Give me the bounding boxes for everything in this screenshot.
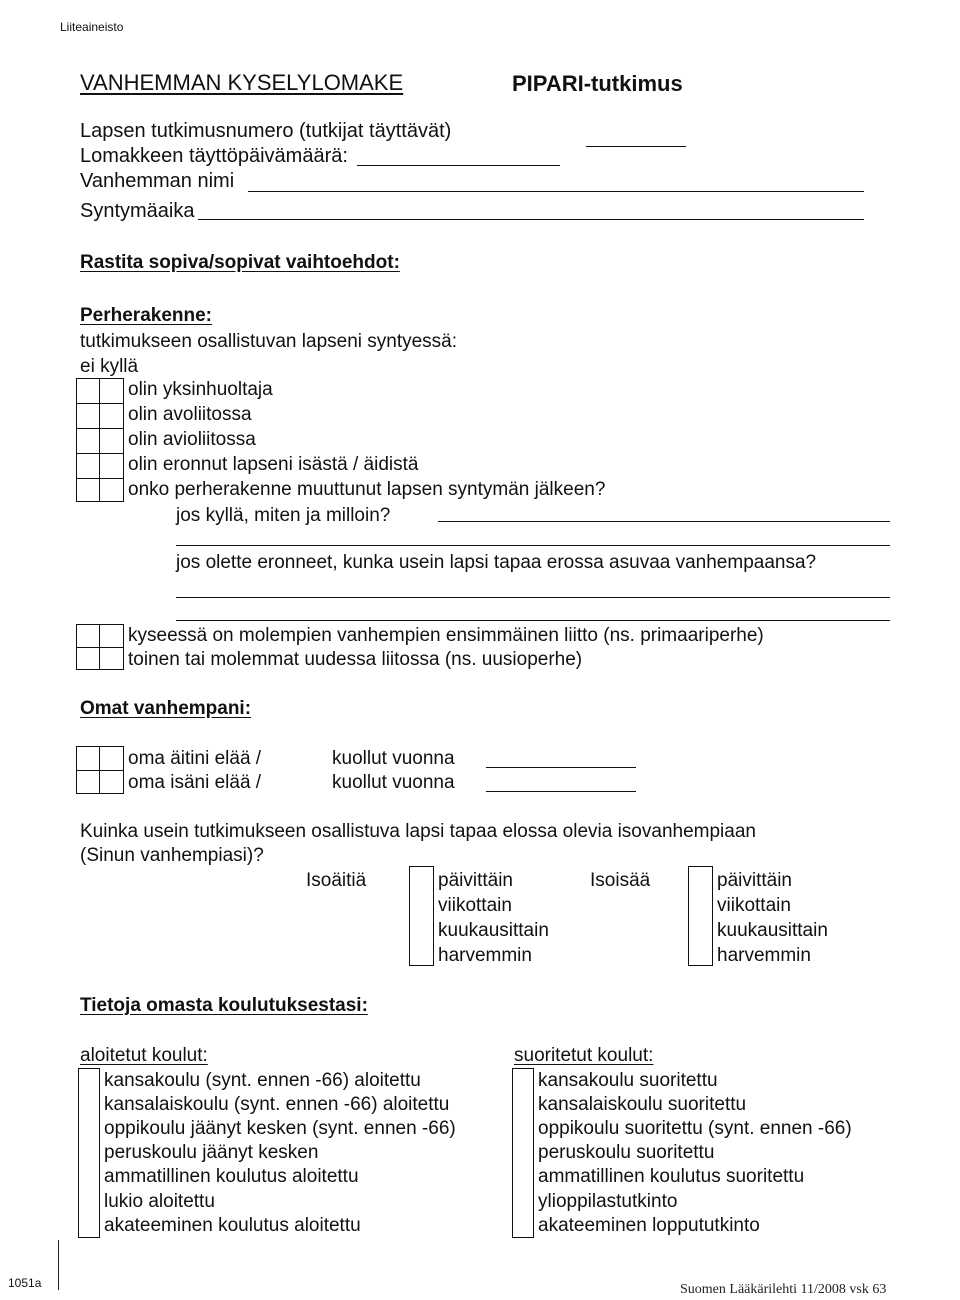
completed-option: ylioppilastutkinto	[538, 1191, 678, 1212]
mother-dead: kuollut vuonna	[332, 748, 455, 769]
question-when: jos kyllä, miten ja milloin?	[176, 505, 391, 526]
family-option: olin avioliitossa	[128, 429, 256, 450]
checkbox-column-completed[interactable]	[512, 1068, 534, 1238]
family-option: olin yksinhuoltaja	[128, 379, 273, 400]
father-dead: kuollut vuonna	[332, 772, 455, 793]
question-divorced: jos olette eronneet, kunka usein lapsi tapaa erossa asuvaa vanhempaansa?	[176, 552, 817, 573]
started-heading: aloitetut koulut:	[80, 1045, 208, 1066]
marriage-option: toinen tai molemmat uudessa liitossa (ns. uusioperhe)	[128, 649, 583, 670]
grandma-option: viikottain	[438, 895, 512, 916]
checkbox-column-grandpa[interactable]	[688, 866, 713, 966]
field-line-birthdate[interactable]	[198, 219, 864, 220]
family-option: olin eronnut lapseni isästä / äidistä	[128, 454, 419, 475]
started-option: kansakoulu (synt. ennen -66) aloitettu	[104, 1070, 421, 1091]
completed-heading: suoritetut koulut:	[514, 1045, 654, 1066]
answer-line-divorced-2[interactable]	[176, 620, 890, 621]
completed-option: peruskoulu suoritettu	[538, 1142, 715, 1163]
education-heading: Tietoja omasta koulutuksestasi:	[80, 995, 368, 1016]
grandpa-option: kuukausittain	[717, 920, 828, 941]
marriage-option: kyseessä on molempien vanhempien ensimmäinen liitto (ns. primaariperhe)	[128, 625, 764, 646]
field-label-birthdate: Syntymäaika	[80, 200, 195, 222]
family-intro: tutkimukseen osallistuvan lapseni syntyessä:	[80, 331, 458, 352]
grandpa-label: Isoisää	[590, 870, 651, 891]
grandpa-option: viikottain	[717, 895, 791, 916]
field-label-parent-name: Vanhemman nimi	[80, 170, 235, 192]
completed-option: oppikoulu suoritettu (synt. ennen -66)	[538, 1118, 852, 1139]
started-option: ammatillinen koulutus aloitettu	[104, 1166, 359, 1187]
grandma-option: kuukausittain	[438, 920, 549, 941]
journal-footer: Suomen Lääkärilehti 11/2008 vsk 63	[680, 1282, 887, 1297]
started-option: peruskoulu jäänyt kesken	[104, 1142, 319, 1163]
parents-heading: Omat vanhempani:	[80, 698, 252, 719]
grandma-option: harvemmin	[438, 945, 532, 966]
grandpa-option: harvemmin	[717, 945, 811, 966]
grandma-option: päivittäin	[438, 870, 513, 891]
field-line-date[interactable]	[357, 165, 560, 166]
study-name: PIPARI-tutkimus	[512, 71, 683, 96]
completed-option: kansalaiskoulu suoritettu	[538, 1094, 747, 1115]
started-option: kansalaiskoulu (synt. ennen -66) aloitettu	[104, 1094, 450, 1115]
father-alive: oma isäni elää /	[128, 772, 262, 793]
footer-rule	[58, 1240, 59, 1290]
grand-question: Kuinka usein tutkimukseen osallistuva lapsi tapaa elossa olevia isovanhempiaan	[80, 821, 756, 842]
checkbox-grid-family	[76, 378, 124, 502]
answer-line-when-2[interactable]	[176, 545, 890, 546]
field-label-date: Lomakkeen täyttöpäivämäärä:	[80, 145, 348, 167]
section-label: Liiteaineisto	[60, 20, 124, 34]
started-option: akateeminen koulutus aloitettu	[104, 1215, 361, 1236]
checkbox-column-started[interactable]	[78, 1068, 100, 1238]
started-option: oppikoulu jäänyt kesken (synt. ennen -66)	[104, 1118, 456, 1139]
field-label-study-number: Lapsen tutkimusnumero (tutkijat täyttävät)	[80, 120, 452, 142]
grandma-label: Isoäitiä	[306, 870, 367, 891]
grid-divider	[99, 378, 100, 502]
completed-option: kansakoulu suoritettu	[538, 1070, 718, 1091]
answer-line-divorced[interactable]	[176, 597, 890, 598]
grand-question-2: (Sinun vanhempiasi)?	[80, 845, 264, 866]
page-number: 1051a	[8, 1276, 42, 1290]
answer-line-when[interactable]	[438, 521, 890, 522]
field-line-study-number[interactable]	[586, 146, 686, 147]
father-year-line[interactable]	[486, 791, 636, 792]
family-option: olin avoliitossa	[128, 404, 252, 425]
started-option: lukio aloitettu	[104, 1191, 215, 1212]
family-option: onko perherakenne muuttunut lapsen syntymän jälkeen?	[128, 479, 606, 500]
grandpa-option: päivittäin	[717, 870, 792, 891]
family-heading: Perherakenne:	[80, 305, 213, 326]
completed-option: ammatillinen koulutus suoritettu	[538, 1166, 805, 1187]
instruction: Rastita sopiva/sopivat vaihtoehdot:	[80, 252, 400, 273]
completed-option: akateeminen loppututkinto	[538, 1215, 760, 1236]
field-line-parent-name[interactable]	[248, 191, 864, 192]
family-columns: ei kyllä	[80, 356, 139, 377]
mother-year-line[interactable]	[486, 767, 636, 768]
mother-alive: oma äitini elää /	[128, 748, 262, 769]
form-title: VANHEMMAN KYSELYLOMAKE	[80, 70, 404, 95]
checkbox-column-grandma[interactable]	[409, 866, 434, 966]
